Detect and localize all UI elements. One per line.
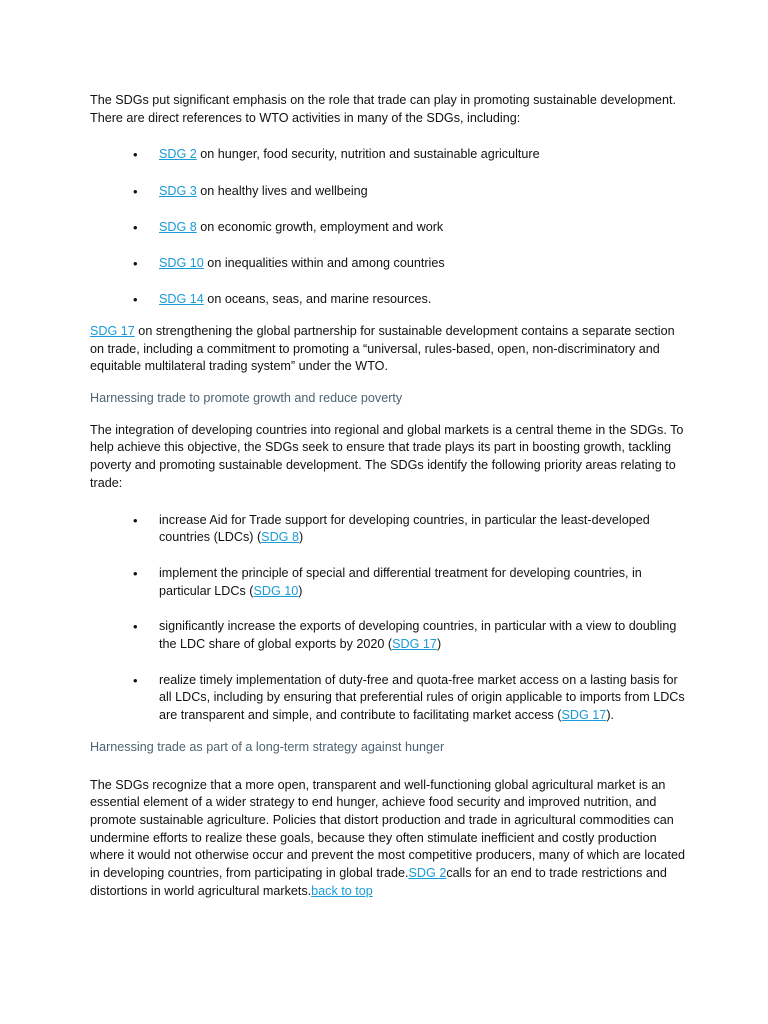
list-item xyxy=(90,512,686,547)
bullet-icon: • xyxy=(133,147,138,163)
list-item-suffix: ) xyxy=(436,637,442,652)
list-item-suffix: ) xyxy=(298,583,303,598)
list-item-text: on economic growth, employment and work xyxy=(196,219,444,234)
list-item-text: on inequalities within and among countries xyxy=(203,256,445,271)
sdg-17-link[interactable]: SDG 17 xyxy=(90,323,135,338)
bullet-icon: • xyxy=(133,619,138,635)
list-item xyxy=(90,255,686,273)
sdg17-paragraph xyxy=(90,323,686,376)
list-item xyxy=(90,146,686,164)
sdg-10-link[interactable]: SDG 10 xyxy=(159,256,204,271)
list-item-text: on oceans, seas, and marine resources. xyxy=(203,292,432,307)
hunger-paragraph-suffix: calls for an end to trade restrictions and distortions in world agricultural markets. xyxy=(90,866,667,898)
sdg-2-link[interactable]: SDG 2 xyxy=(408,866,447,881)
sdg-8-link[interactable]: SDG 8 xyxy=(159,219,197,234)
bullet-icon: • xyxy=(133,219,138,235)
list-item-text: increase Aid for Trade support for developing countries, in particular the least-developed countries (LDCs) ( xyxy=(159,512,650,545)
list-item xyxy=(90,219,686,237)
section-heading-hunger: Harnessing trade as part of a long-term strategy against hunger xyxy=(90,739,445,754)
list-item xyxy=(90,183,686,201)
list-item-text: realize timely implementation of duty-free and quota-free market access on a lasting basis for all LDCs, including by ensuring that preferential rules of origin applicable to imports from LDCs are transparent and simple, and contribute to facilitating market access ( xyxy=(159,672,685,723)
list-item xyxy=(90,291,686,309)
sdg-17-link[interactable]: SDG 17 xyxy=(392,637,437,652)
list-item-suffix: ). xyxy=(606,708,615,723)
priority-list xyxy=(90,512,686,725)
list-item-text: implement the principle of special and differential treatment for developing countries, in particular LDCs ( xyxy=(159,565,642,598)
bullet-icon: • xyxy=(133,672,138,688)
sdg17-paragraph-text: on strengthening the global partnership for sustainable development contains a separate section on trade, including a commitment to promoting a “universal, rules-based, open, non-discriminatory and equitable multilateral trading system” under the WTO. xyxy=(90,323,675,374)
list-item-text: on healthy lives and wellbeing xyxy=(196,183,368,198)
list-item xyxy=(90,618,686,653)
sdg-17-link[interactable]: SDG 17 xyxy=(561,708,607,723)
intro-paragraph: The SDGs put significant emphasis on the role that trade can play in promoting sustainable development. There are direct references to WTO activities in many of the SDGs, including: xyxy=(90,93,676,125)
bullet-icon: • xyxy=(133,512,138,528)
list-item-suffix: ) xyxy=(298,530,304,545)
hunger-paragraph-text: The SDGs recognize that a more open, transparent and well-functioning global agricultural market is an essential element of a wider strategy to end hunger, achieve food security and improved nutrition, and promote sustainable agriculture. Policies that distort production and trade in agricultural commodities can undermine efforts to realize these goals, because they often stimulate inefficient and costly production where it would not otherwise occur and prevent the most competitive producers, many of which are located in developing countries, from participating in global trade. xyxy=(90,777,686,881)
sdg-3-link[interactable]: SDG 3 xyxy=(159,183,197,198)
list-item-text: on hunger, food security, nutrition and sustainable agriculture xyxy=(196,147,540,162)
integration-paragraph: The integration of developing countries into regional and global markets is a central theme in the SDGs. To help achieve this objective, the SDGs seek to ensure that trade plays its part in boosting growth, tackling poverty and promoting sustainable development. The SDGs identify the following priority areas relating to trade: xyxy=(90,422,684,490)
list-item-text: significantly increase the exports of developing countries, in particular with a view to doubling the LDC share of global exports by 2020 ( xyxy=(159,619,677,652)
bullet-icon: • xyxy=(133,292,138,308)
list-item xyxy=(90,565,686,600)
back-to-top-link[interactable]: back to top xyxy=(311,883,373,898)
sdg-14-link[interactable]: SDG 14 xyxy=(159,292,204,307)
list-item xyxy=(90,672,686,725)
sdg-2-link[interactable]: SDG 2 xyxy=(159,147,197,162)
sdg-10-link[interactable]: SDG 10 xyxy=(253,583,299,598)
sdg-8-link[interactable]: SDG 8 xyxy=(261,530,299,545)
bullet-icon: • xyxy=(133,183,138,199)
section-heading-growth: Harnessing trade to promote growth and reduce poverty xyxy=(90,391,403,406)
hunger-paragraph xyxy=(90,777,686,901)
sdg-list xyxy=(90,146,686,309)
bullet-icon: • xyxy=(133,565,138,581)
bullet-icon: • xyxy=(133,256,138,272)
